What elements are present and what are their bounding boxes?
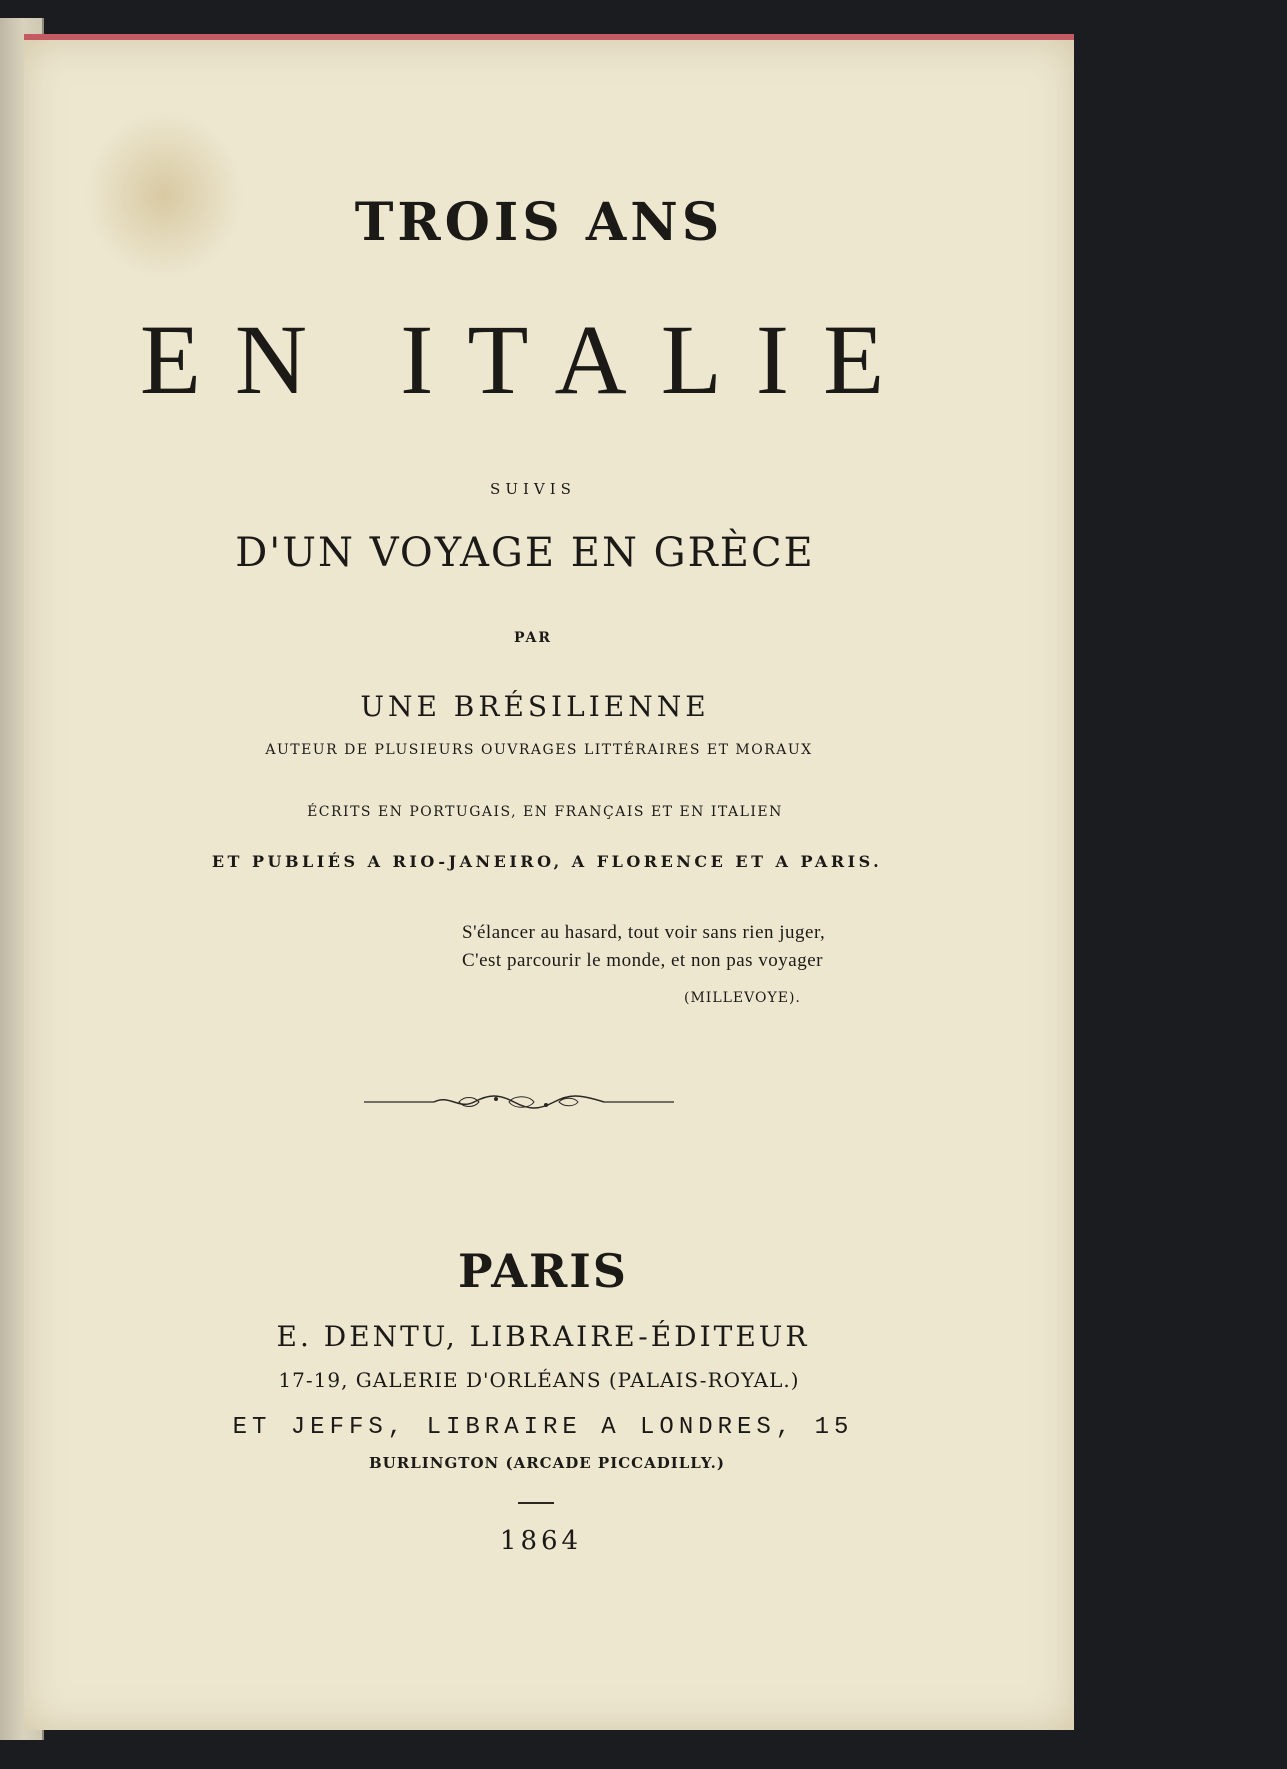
imprint-city: PARIS — [458, 1244, 628, 1298]
author-name: UNE BRÉSILIENNE — [360, 690, 710, 723]
short-rule — [518, 1502, 554, 1504]
author-description: AUTEUR DE PLUSIEURS OUVRAGES LITTÉRAIRES ET MORAUX — [265, 742, 813, 758]
title-line-2: EN ITALIE — [139, 304, 919, 415]
imprint-co-address: BURLINGTON (ARCADE PICCADILLY.) — [369, 1454, 725, 1472]
imprint-publisher: E. DENTU, LIBRAIRE-ÉDITEUR — [276, 1320, 810, 1353]
title-line-1: TROIS ANS — [354, 192, 724, 253]
imprint-address: 17-19, GALERIE D'ORLÉANS (PALAIS-ROYAL.) — [278, 1368, 800, 1392]
languages-line: ÉCRITS EN PORTUGAIS, EN FRANÇAIS ET EN ITALIEN — [307, 804, 783, 820]
subtitle: D'UN VOYAGE EN GRÈCE — [235, 530, 815, 576]
connector-text: SUIVIS — [490, 480, 576, 498]
imprint-co-publisher: ET JEFFS, LIBRAIRE A LONDRES, 15 — [232, 1414, 854, 1441]
by-text: PAR — [513, 630, 552, 646]
epigraph-attribution: (MILLEVOYE). — [684, 990, 801, 1006]
epigraph-line-1: S'élancer au hasard, tout voir sans rien juger, — [462, 922, 826, 943]
epigraph-line-2: C'est parcourir le monde, et non pas voyager — [462, 950, 823, 971]
ornament-divider-icon — [364, 1088, 674, 1116]
published-line: ET PUBLIÉS A RIO-JANEIRO, A FLORENCE ET A PARIS. — [211, 852, 883, 871]
publication-year: 1864 — [499, 1526, 583, 1556]
title-page — [24, 34, 1074, 1730]
